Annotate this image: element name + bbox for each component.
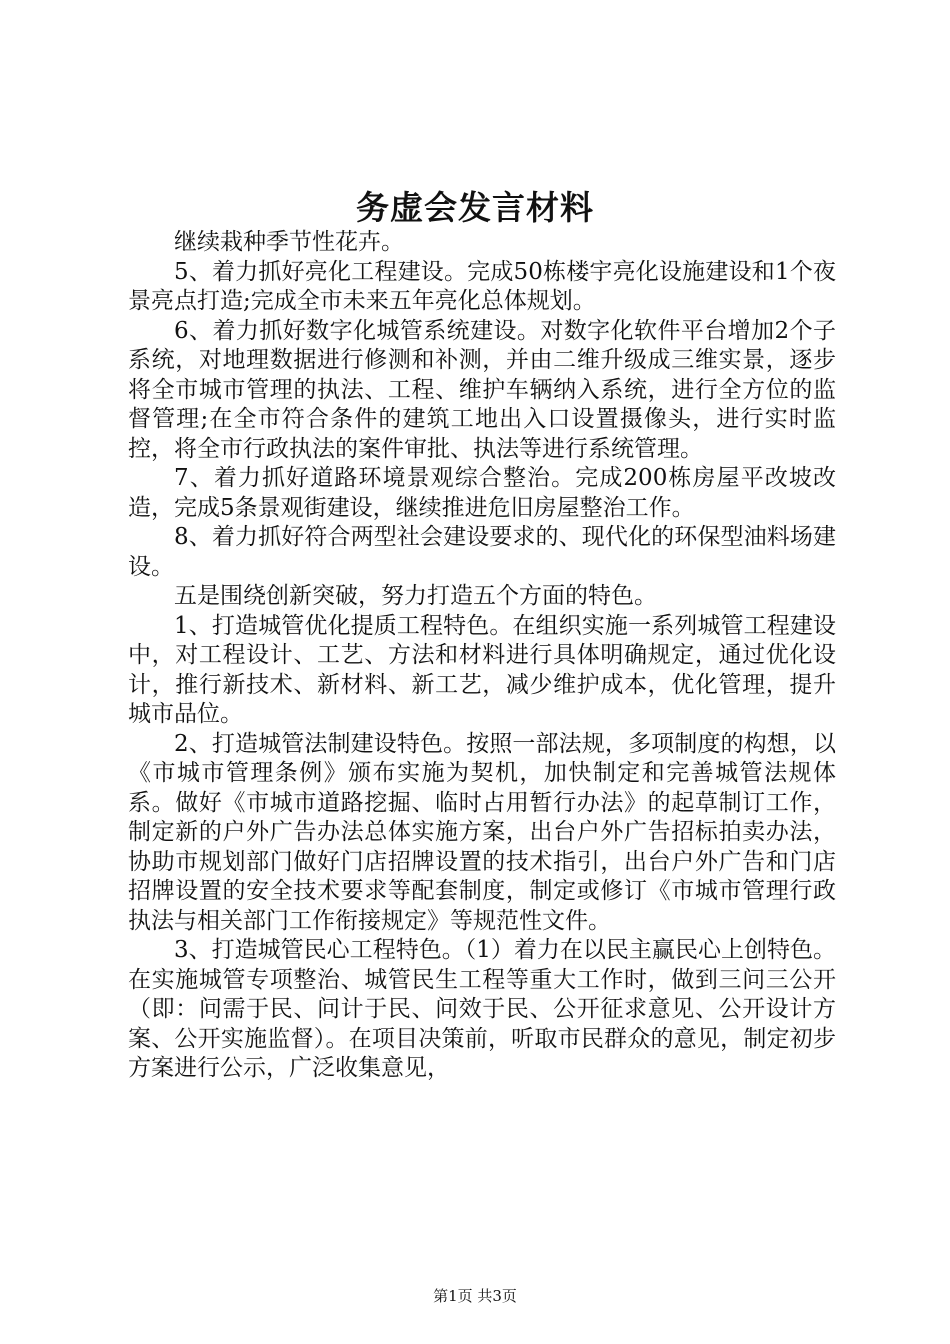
document-body <box>128 228 836 1084</box>
paragraph: 7、着力抓好道路环境景观综合整治。完成200栋房屋平改坡改造，完成5条景观街建设，继续推进危旧房屋整治工作。 <box>128 465 836 521</box>
paragraph: 1、打造城管优化提质工程特色。在组织实施一系列城管工程建设中，对工程设计、工艺、方法和材料进行具体明确规定，通过优化设计，推行新技术、新材料、新工艺，减少维护成本，优化管理，提升城市品位。 <box>128 612 836 727</box>
paragraph: 8、着力抓好符合两型社会建设要求的、现代化的环保型油料场建设。 <box>128 524 836 580</box>
page-number-footer: 第1页 共3页 <box>433 1287 517 1305</box>
paragraph: 6、着力抓好数字化城管系统建设。对数字化软件平台增加2个子系统，对地理数据进行修测和补测，并由二维升级成三维实景，逐步将全市城市管理的执法、工程、维护车辆纳入系统，进行全方位的监督管理;在全市符合条件的建筑工地出入口设置摄像头，进行实时监控，将全市行政执法的案件审批、执法等进行系统管理。 <box>128 317 836 462</box>
paragraph: 5、着力抓好亮化工程建设。完成50栋楼宇亮化设施建设和1个夜景亮点打造;完成全市未来五年亮化总体规划。 <box>128 258 836 314</box>
paragraph: 3、打造城管民心工程特色。（1）着力在以民主赢民心上创特色。在实施城管专项整治、城管民生工程等重大工作时，做到三问三公开（即：问需于民、问计于民、问效于民、公开征求意见、公开设计方案、公开实施监督）。在项目决策前，听取市民群众的意见，制定初步方案进行公示，广泛收集意见， <box>128 937 836 1081</box>
document-title: 务虚会发言材料 <box>356 188 594 227</box>
paragraph: 继续栽种季节性花卉。 <box>174 229 404 255</box>
paragraph: 2、打造城管法制建设特色。按照一部法规，多项制度的构想，以《市城市管理条例》颁布实施为契机，加快制定和完善城管法规体系。做好《市城市道路挖掘、临时占用暂行办法》的起草制订工作，制定新的户外广告办法总体实施方案，出台户外广告招标拍卖办法，协助市规划部门做好门店招牌设置的技术指引，出台户外广告和门店招牌设置的安全技术要求等配套制度，制定或修订《市城市管理行政执法与相关部门工作衔接规定》等规范性文件。 <box>128 730 836 934</box>
paragraph: 五是围绕创新突破，努力打造五个方面的特色。 <box>174 583 657 609</box>
